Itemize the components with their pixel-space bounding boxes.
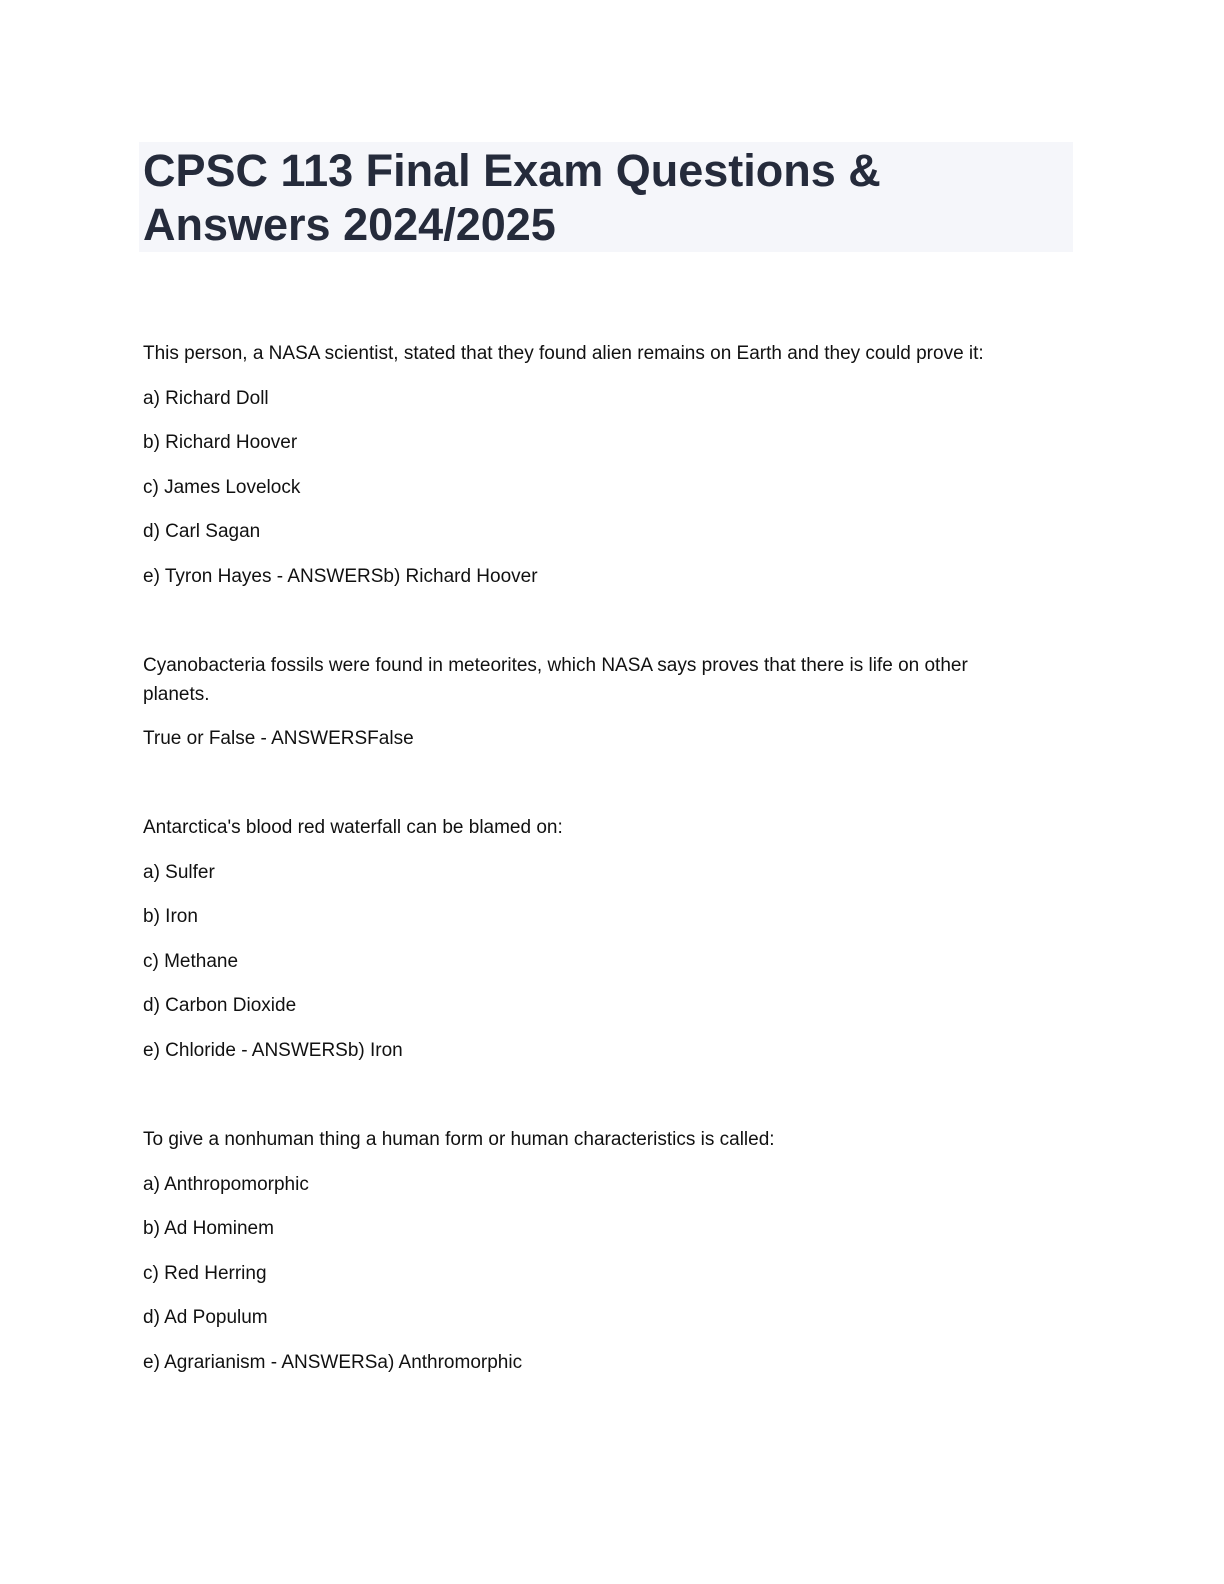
title-line-2: Answers 2024/2025 (143, 199, 556, 250)
question-1-option-c: c) James Lovelock (143, 477, 301, 498)
question-3-option-e-answer: e) Chloride - ANSWERSb) Iron (143, 1040, 403, 1061)
question-2-stem-line-1: Cyanobacteria fossils were found in meteorites, which NASA says proves that there is life on other (143, 655, 968, 676)
question-3-option-a: a) Sulfer (143, 862, 215, 883)
title-banner (139, 142, 1073, 252)
question-3-option-b: b) Iron (143, 906, 198, 927)
question-4-stem: To give a nonhuman thing a human form or human characteristics is called: (143, 1129, 775, 1150)
question-3-option-c: c) Methane (143, 951, 239, 972)
question-4-option-d: d) Ad Populum (143, 1307, 268, 1328)
question-4-option-c: c) Red Herring (143, 1263, 267, 1284)
question-2-stem-line-2: planets. (143, 684, 210, 705)
question-1-option-b: b) Richard Hoover (143, 432, 298, 453)
question-3-stem: Antarctica's blood red waterfall can be blamed on: (143, 817, 563, 838)
question-4-option-e-answer: e) Agrarianism - ANSWERSa) Anthromorphic (143, 1352, 523, 1373)
question-1-stem: This person, a NASA scientist, stated that they found alien remains on Earth and they could prove it: (143, 343, 984, 364)
question-1-option-a: a) Richard Doll (143, 388, 269, 409)
question-4-option-b: b) Ad Hominem (143, 1218, 274, 1239)
question-2-answer: True or False - ANSWERSFalse (143, 728, 414, 749)
title-line-1: CPSC 113 Final Exam Questions & (143, 145, 881, 196)
question-1-option-d: d) Carl Sagan (143, 521, 261, 542)
question-3-option-d: d) Carbon Dioxide (143, 995, 297, 1016)
question-4-option-a: a) Anthropomorphic (143, 1174, 309, 1195)
question-1-option-e-answer: e) Tyron Hayes - ANSWERSb) Richard Hoover (143, 566, 538, 587)
page-title (143, 144, 881, 252)
